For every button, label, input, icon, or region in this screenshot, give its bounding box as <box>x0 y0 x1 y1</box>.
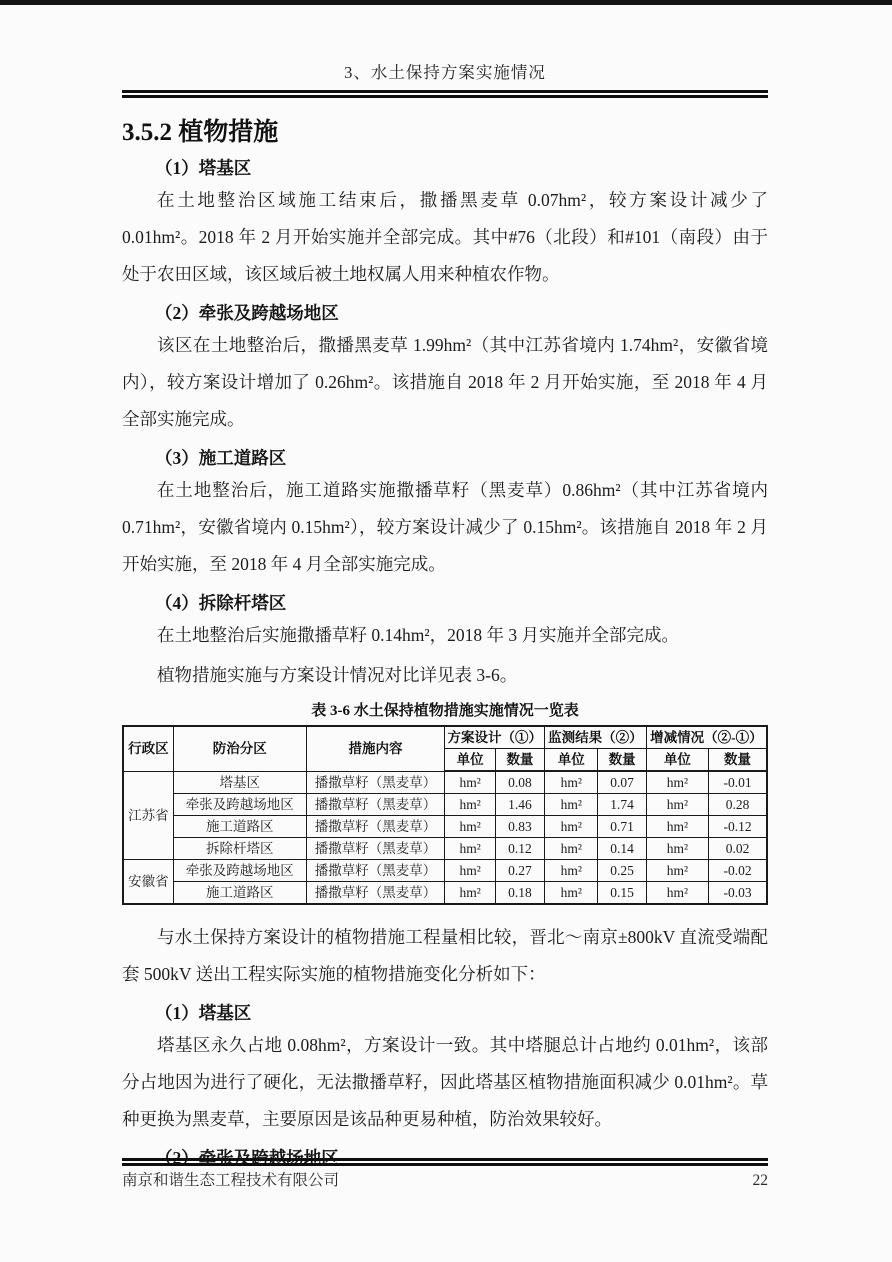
table-header-row-1 <box>123 726 767 749</box>
change-qty-cell: -0.03 <box>709 882 767 905</box>
measure-cell: 播撒草籽（黑麦草） <box>306 882 445 905</box>
zone-cell: 牵张及跨越场地区 <box>173 794 306 816</box>
paragraph-tension-site: 该区在土地整治后，撒播黑麦草 1.99hm²（其中江苏省境内 1.74hm²，安徽省境内），较方案设计增加了 0.26hm²。该措施自 2018 年 2 月开始实施，至 2018 年 4 月全部实施完成。 <box>122 335 768 429</box>
table-row <box>123 882 767 905</box>
monitor-unit-cell: hm² <box>545 771 598 794</box>
section-heading: 3.5.2 植物措施 <box>122 119 279 146</box>
col-header-zone: 防治分区 <box>173 726 306 771</box>
design-qty-cell: 0.08 <box>495 771 544 794</box>
change-qty-cell: -0.12 <box>709 816 767 838</box>
monitor-unit-cell: hm² <box>545 882 598 905</box>
table-row <box>123 816 767 838</box>
change-qty-cell: 0.02 <box>709 838 767 860</box>
design-unit-cell: hm² <box>445 771 495 794</box>
col-header-change: 增减情况（②-①） <box>646 726 767 749</box>
page-number: 22 <box>752 1172 768 1189</box>
table-caption: 表 3-6 水土保持植物措施实施情况一览表 <box>311 703 579 719</box>
monitor-unit-cell: hm² <box>545 816 598 838</box>
change-unit-cell: hm² <box>646 794 708 816</box>
document-page <box>0 63 892 1169</box>
measure-cell: 播撒草籽（黑麦草） <box>306 794 445 816</box>
design-qty-cell: 0.18 <box>495 882 544 905</box>
zone-cell: 施工道路区 <box>173 816 306 838</box>
footer-company: 南京和谐生态工程技术有限公司 <box>122 1172 340 1189</box>
zone-cell: 牵张及跨越场地区 <box>173 860 306 882</box>
page-footer <box>122 1158 768 1191</box>
measure-cell: 播撒草籽（黑麦草） <box>306 816 445 838</box>
table-row <box>123 838 767 860</box>
zone-cell: 施工道路区 <box>173 882 306 905</box>
monitor-qty-cell: 1.74 <box>598 794 646 816</box>
scan-top-edge <box>0 0 892 5</box>
running-header-title: 3、水土保持方案实施情况 <box>344 63 546 82</box>
paragraph-construction-road: 在土地整治后，施工道路实施撒播草籽（黑麦草）0.86hm²（其中江苏省境内 0.71hm²，安徽省境内 0.15hm²），较方案设计减少了 0.15hm²。该措施自 2018 年 2 月开始实施，至 2018 年 4 月全部实施完成。 <box>122 480 768 574</box>
vegetation-measures-table <box>122 725 768 905</box>
col-header-monitor-qty: 数量 <box>598 749 646 772</box>
zone-cell: 拆除杆塔区 <box>173 838 306 860</box>
change-unit-cell: hm² <box>646 860 708 882</box>
region-cell-jiangsu: 江苏省 <box>123 771 173 860</box>
change-qty-cell: 0.28 <box>709 794 767 816</box>
design-qty-cell: 1.46 <box>495 794 544 816</box>
design-unit-cell: hm² <box>445 838 495 860</box>
paragraph-demolished-tower: 在土地整治后实施撒播草籽 0.14hm²，2018 年 3 月实施并全部完成。 <box>157 625 679 645</box>
design-unit-cell: hm² <box>445 794 495 816</box>
paragraph-table-reference: 植物措施实施与方案设计情况对比详见表 3-6。 <box>157 665 518 685</box>
subsection-heading-1: （1）塔基区 <box>155 158 252 178</box>
zone-cell: 塔基区 <box>173 771 306 794</box>
design-unit-cell: hm² <box>445 816 495 838</box>
change-unit-cell: hm² <box>646 838 708 860</box>
design-qty-cell: 0.12 <box>495 838 544 860</box>
subsection-heading-3: （3）施工道路区 <box>155 448 287 468</box>
col-header-change-qty: 数量 <box>709 749 767 772</box>
table-row <box>123 771 767 794</box>
paragraph-comparison-intro: 与水土保持方案设计的植物措施工程量相比较，晋北～南京±800kV 直流受端配套 500kV 送出工程实际实施的植物措施变化分析如下： <box>122 927 768 984</box>
col-header-design: 方案设计（①） <box>445 726 545 749</box>
monitor-qty-cell: 0.25 <box>598 860 646 882</box>
design-unit-cell: hm² <box>445 882 495 905</box>
design-qty-cell: 0.27 <box>495 860 544 882</box>
col-header-design-qty: 数量 <box>495 749 544 772</box>
table-row <box>123 794 767 816</box>
paragraph-tower-base: 在土地整治区域施工结束后，撒播黑麦草 0.07hm²，较方案设计减少了 0.01hm²。2018 年 2 月开始实施并全部完成。其中#76（北段）和#101（南段）由于处于农田区域，该区域后被土地权属人用来种植农作物。 <box>122 190 768 284</box>
col-header-region: 行政区 <box>123 726 173 771</box>
analysis-heading-1: （1）塔基区 <box>155 1003 252 1023</box>
col-header-design-unit: 单位 <box>445 749 495 772</box>
monitor-qty-cell: 0.14 <box>598 838 646 860</box>
monitor-unit-cell: hm² <box>545 794 598 816</box>
analysis-heading-2: （2）牵张及跨越场地区 <box>155 1148 339 1168</box>
col-header-change-unit: 单位 <box>646 749 708 772</box>
measure-cell: 播撒草籽（黑麦草） <box>306 860 445 882</box>
monitor-unit-cell: hm² <box>545 838 598 860</box>
change-unit-cell: hm² <box>646 882 708 905</box>
design-unit-cell: hm² <box>445 860 495 882</box>
col-header-measure: 措施内容 <box>306 726 445 771</box>
design-qty-cell: 0.83 <box>495 816 544 838</box>
footer-rule <box>122 1158 768 1166</box>
measure-cell: 播撒草籽（黑麦草） <box>306 771 445 794</box>
change-qty-cell: -0.01 <box>709 771 767 794</box>
monitor-qty-cell: 0.71 <box>598 816 646 838</box>
monitor-qty-cell: 0.15 <box>598 882 646 905</box>
col-header-monitor-unit: 单位 <box>545 749 598 772</box>
paragraph-analysis-tower-base: 塔基区永久占地 0.08hm²，方案设计一致。其中塔腿总计占地约 0.01hm²，该部分占地因为进行了硬化，无法撒播草籽，因此塔基区植物措施面积减少 0.01hm²。草种更换为黑麦草，主要原因是该品种更易种植，防治效果较好。 <box>122 1035 768 1129</box>
header-rule <box>122 90 768 98</box>
subsection-heading-4: （4）拆除杆塔区 <box>155 593 287 613</box>
change-unit-cell: hm² <box>646 771 708 794</box>
table-row <box>123 860 767 882</box>
monitor-unit-cell: hm² <box>545 860 598 882</box>
region-cell-anhui: 安徽省 <box>123 860 173 905</box>
col-header-monitor: 监测结果（②） <box>545 726 647 749</box>
monitor-qty-cell: 0.07 <box>598 771 646 794</box>
change-qty-cell: -0.02 <box>709 860 767 882</box>
change-unit-cell: hm² <box>646 816 708 838</box>
measure-cell: 播撒草籽（黑麦草） <box>306 838 445 860</box>
subsection-heading-2: （2）牵张及跨越场地区 <box>155 303 339 323</box>
